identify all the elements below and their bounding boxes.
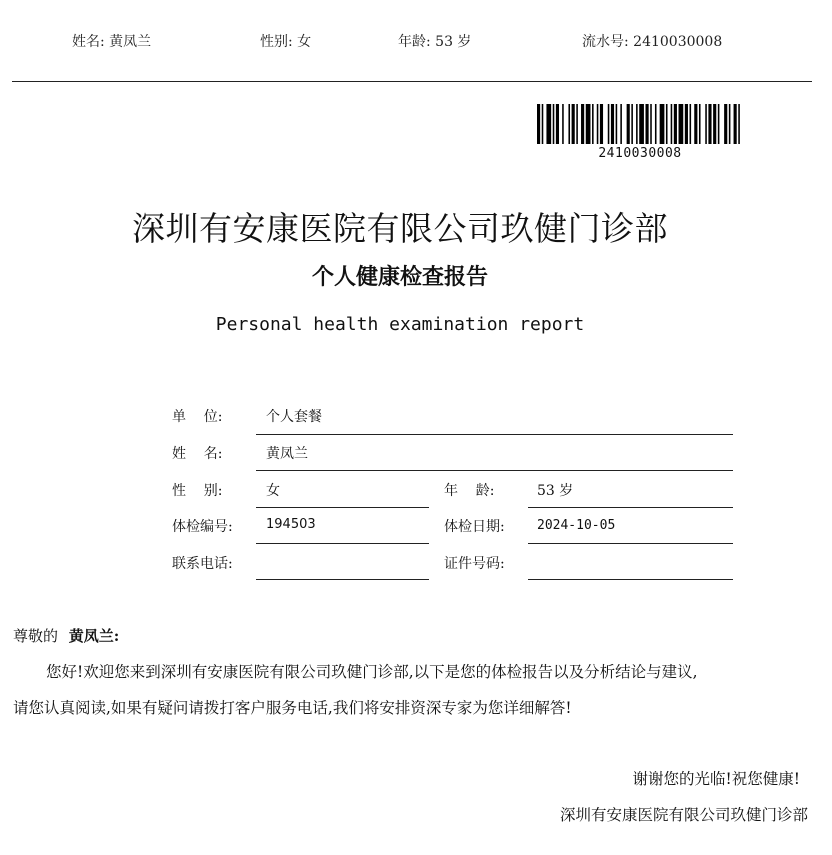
unit-label: 单 位:	[172, 409, 223, 425]
exam-no-value: 194503	[266, 517, 316, 532]
age-underline	[528, 507, 733, 508]
salutation	[13, 625, 119, 646]
id-number-underline	[528, 579, 733, 580]
letter-line-1: 您好!欢迎您来到深圳有安康医院有限公司玖健门诊部,以下是您的体检报告以及分析结论与建议,	[46, 663, 698, 681]
unit-value: 个人套餐	[266, 409, 322, 425]
id-number-label: 证件号码:	[444, 556, 505, 572]
report-title-cn: 个人健康检查报告	[311, 264, 488, 290]
report-title-en: Personal health examination report	[215, 314, 585, 335]
phone-underline	[256, 579, 429, 580]
name-value: 黄凤兰	[266, 446, 308, 462]
header-name-label: 姓名:	[72, 34, 105, 50]
header-gender-value: 女	[297, 34, 312, 50]
gender-underline	[256, 507, 429, 508]
salutation-text: 尊敬的	[13, 627, 59, 645]
unit-underline	[256, 434, 733, 435]
exam-no-label: 体检编号:	[172, 519, 233, 535]
header-divider	[12, 81, 812, 82]
header-gender-label: 性别:	[260, 34, 293, 50]
recipient-name: 黄凤兰:	[68, 627, 120, 645]
barcode-number: 2410030008	[598, 146, 682, 161]
header-name	[72, 31, 151, 51]
age-value: 53 岁	[537, 483, 574, 499]
exam-no-underline	[256, 543, 429, 544]
signature-text: 深圳有安康医院有限公司玖健门诊部	[559, 806, 808, 824]
name-underline	[256, 470, 733, 471]
gender-label: 性 别:	[172, 483, 223, 499]
closing-text: 谢谢您的光临!祝您健康!	[632, 770, 800, 788]
gender-value: 女	[266, 483, 280, 499]
barcode-image	[537, 104, 743, 144]
header-age-value: 53 岁	[435, 34, 472, 50]
name-label: 姓 名:	[172, 446, 223, 462]
header-serial	[582, 31, 722, 51]
header-serial-value: 2410030008	[633, 34, 723, 50]
header-age-label: 年龄:	[398, 34, 431, 50]
letter-line-2: 请您认真阅读,如果有疑问请拨打客户服务电话,我们将安排资深专家为您详细解答!	[13, 699, 572, 717]
exam-date-value: 2024-10-05	[537, 518, 616, 533]
age-label: 年 龄:	[444, 483, 495, 499]
header-gender	[260, 31, 311, 51]
exam-date-underline	[528, 543, 733, 544]
header-age	[398, 31, 471, 51]
exam-date-label: 体检日期:	[444, 519, 505, 535]
hospital-title: 深圳有安康医院有限公司玖健门诊部	[132, 209, 668, 248]
header-serial-label: 流水号:	[582, 34, 629, 50]
phone-label: 联系电话:	[172, 556, 233, 572]
header-name-value: 黄凤兰	[109, 34, 152, 50]
